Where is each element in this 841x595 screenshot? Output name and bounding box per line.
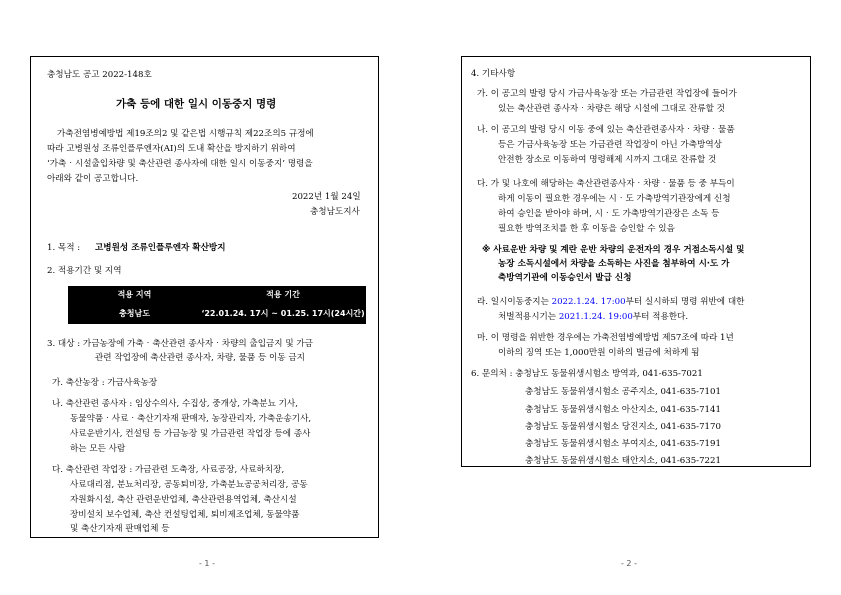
- item-na-line: 등은 가금사육농장 또는 가금관련 작업장이 아닌 가축방역상: [498, 140, 722, 150]
- intro-line: 따라 고병원성 조류인플루엔자(AI)의 도내 확산을 방지하기 위하여: [47, 144, 296, 154]
- item-da-line: 다. 축산관련 작업장 : 가금관련 도축장, 사료공장, 사료하치장,: [52, 465, 285, 475]
- page-2-heading: 4. 기타사항: [471, 69, 516, 79]
- item-ra-prefix: 라. 일시이동중지는: [477, 297, 552, 307]
- item-ra-penalty-time: 2021.1.24. 19:00: [558, 312, 633, 322]
- issuer: 충청남도지사: [310, 207, 360, 217]
- target-line: 3. 대상 : 가금농장에 가축‧축산관련 종사자‧차량의 출입금지 및 가금: [47, 339, 313, 349]
- contact-line: 충청남도 동물위생시험소 아산지소, 041-635-7141: [525, 405, 721, 415]
- target-line: 관련 작업장에 축산관련 종사자, 차량, 물품 등 이동 금지: [95, 353, 305, 363]
- contact-line: 6. 문의처 : 충청남도 동물위생시험소 방역과, 041-635-7021: [471, 369, 703, 379]
- purpose-value: 고병원성 조류인플루엔자 확산방지: [95, 243, 226, 253]
- item-ra-suffix: 부터 적용한다.: [632, 312, 689, 322]
- item-da-line: 자원화시설, 축산 관련운반업체, 축산관련용역업체, 축산시설: [70, 495, 297, 505]
- intro-line: 가축전염병예방법 제19조의2 및 같은법 시행규칙 제22조의5 규정에: [57, 129, 314, 139]
- item-da-line: 및 축산기자재 판매업체 등: [70, 524, 170, 534]
- item-da-line: 하게 이동이 필요한 경우에는 시‧도 가축방역기관장에게 신청: [498, 194, 731, 204]
- item-na-line: 안전한 장소로 이동하여 명령해제 시까지 그대로 잔류할 것: [498, 155, 717, 165]
- item-na-line: 사료운반기사, 컨설팅 등 가금농장 및 가금관련 작업장 등에 종사: [70, 429, 311, 439]
- contact-line: 충청남도 동물위생시험소 부여지소, 041-635-7191: [525, 439, 721, 449]
- note-line: 농장 소독시설에서 차량을 소독하는 사진을 첨부하여 시‧도 가: [498, 259, 730, 269]
- item-da-line: 사료대리점, 분뇨처리장, 공동퇴비장, 가축분뇨공공처리장, 공동: [70, 480, 308, 490]
- intro-line: 아래와 같이 공고합니다.: [47, 174, 139, 184]
- item-ra-start-time: 2022.1.24. 17:00: [551, 297, 626, 307]
- item-ra-line-1: [477, 296, 744, 309]
- item-na-line: 하는 모든 사람: [70, 444, 126, 454]
- page-title: 가축 등에 대한 일시 이동중지 명령: [116, 98, 277, 110]
- item-ra-line-2: [498, 311, 688, 324]
- item-ra-prefix: 처벌적용시기는: [498, 312, 559, 322]
- note-line: 축방역기관에 이동승인서 발급 신청: [498, 273, 632, 283]
- item-ga-line: 있는 축산관련 종사자‧차량은 해당 시설에 그대로 잔류할 것: [498, 104, 725, 114]
- table-header-period: 적용 기간: [201, 287, 366, 303]
- purpose-label: 1. 목적 :: [47, 243, 81, 253]
- item-da-line: 하여 승인을 받아야 하며, 시‧도 가축방역기관장은 소독 등: [498, 209, 720, 219]
- item-ra-suffix: 부터 실시하되 명령 위반에 대한: [625, 297, 745, 307]
- page-2-number: - 2 -: [621, 559, 637, 568]
- table-cell-period: ‘22.01.24. 17시 ~ 01.25. 17시(24시간): [201, 303, 366, 324]
- item-da-line: 장비설치 보수업체, 축산 컨설팅업체, 퇴비제조업체, 동물약품: [70, 510, 300, 520]
- contact-line: 충청남도 동물위생시험소 당진지소, 041-635-7170: [525, 422, 721, 432]
- item-na-line: 동물약품‧사료‧축산기자재 판매자, 농장관리자, 가축운송기사,: [70, 414, 312, 424]
- contact-line: 충청남도 동물위생시험소 공주지소, 041-635-7101: [525, 387, 721, 397]
- item-na-line: 나. 이 공고의 발령 당시 이동 중에 있는 축산관련종사자‧차량‧물품: [477, 125, 735, 135]
- intro-line: ‘가축‧시설출입차량 및 축산관련 종사자에 대한 일시 이동중지’ 명령을: [47, 159, 313, 169]
- table-header-region: 적용 지역: [69, 287, 201, 303]
- period-heading: 2. 적용기간 및 지역: [47, 266, 122, 276]
- notice-date: 2022년 1월 24일: [292, 192, 361, 202]
- page-1-number: - 1 -: [199, 559, 215, 568]
- item-ma-line: 이하의 징역 또는 1,000만원 이하의 벌금에 처하게 됨: [498, 348, 700, 358]
- item-ga-line: 가. 이 공고의 발령 당시 가금사육농장 또는 가금관련 작업장에 들어가: [477, 89, 737, 99]
- table-cell-region: 충청남도: [69, 303, 201, 324]
- item-ga: 가. 축산농장 : 가금사육농장: [52, 378, 158, 388]
- item-da-line: 필요한 방역조치를 한 후 이동을 승인할 수 있음: [498, 224, 675, 234]
- notice-number: 충청남도 공고 2022-148호: [47, 70, 152, 80]
- note-line: ※ 사료운반 차량 및 계란 운반 차량의 운전자의 경우 거점소독시설 및: [482, 245, 745, 255]
- contact-line: 충청남도 동물위생시험소 태안지소, 041-635-7221: [525, 456, 721, 466]
- period-table: [68, 286, 366, 324]
- item-na-line: 나. 축산관련 종사자 : 임상수의사, 수집상, 중개상, 가축분뇨 기사,: [52, 399, 298, 409]
- item-da-line: 다. 가 및 나호에 해당하는 축산관련종사자‧차량‧물품 등 중 부득이: [477, 179, 735, 189]
- item-ma-line: 마. 이 명령을 위반한 경우에는 가축전염병예방법 제57조에 따라 1년: [477, 333, 734, 343]
